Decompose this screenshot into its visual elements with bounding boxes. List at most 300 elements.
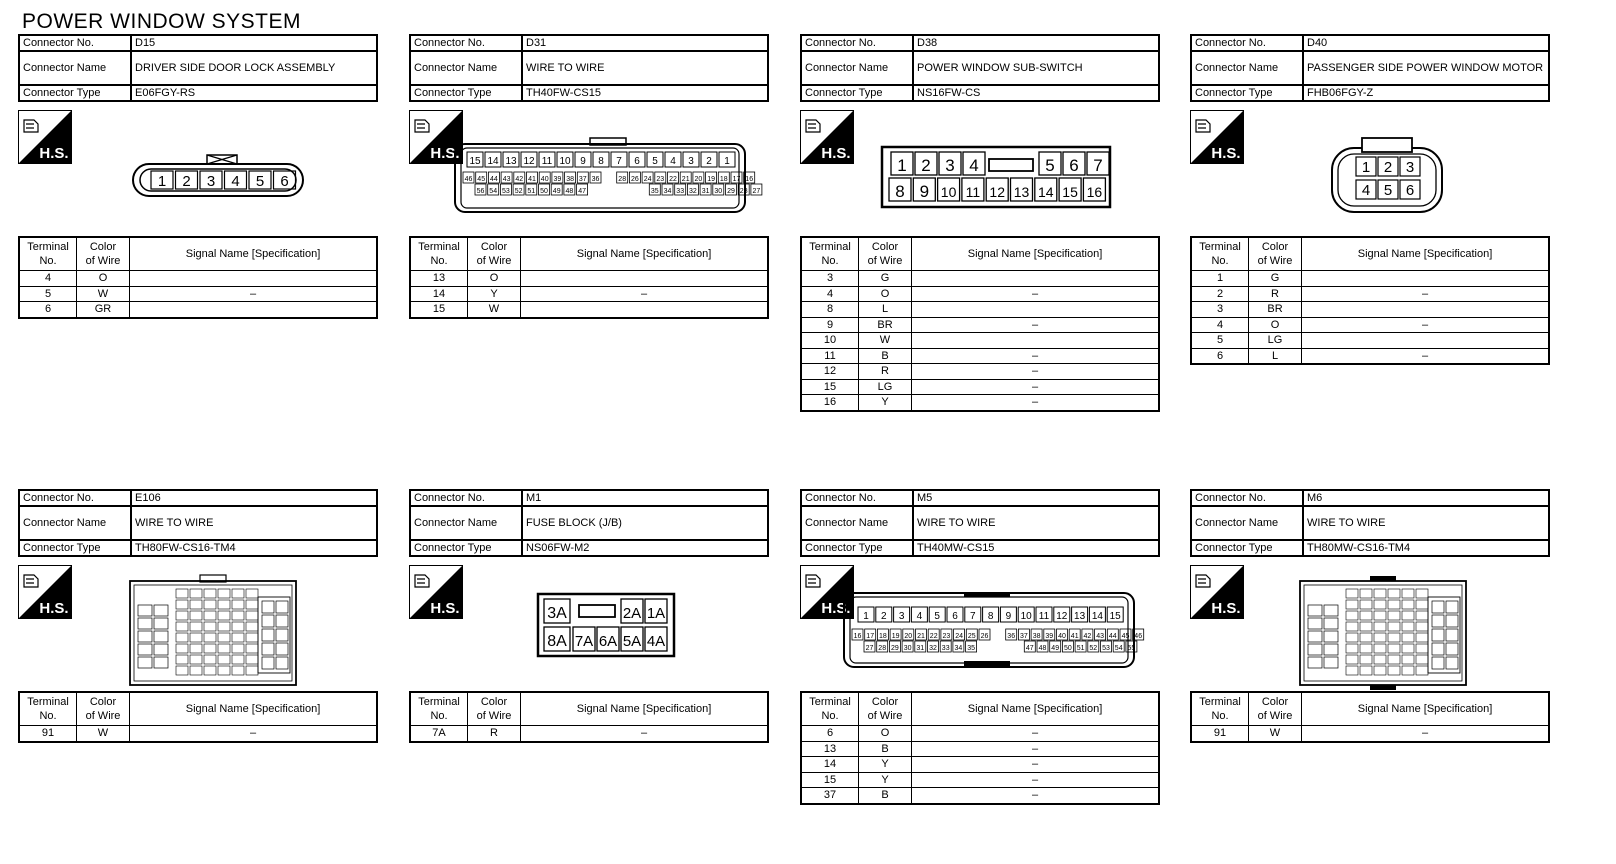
connector-face-diagram xyxy=(128,573,300,693)
hs-label: H.S. xyxy=(821,145,851,162)
table-row xyxy=(1191,286,1549,302)
hs-label: H.S. xyxy=(1211,145,1241,162)
terminal-signal-table xyxy=(800,236,1160,412)
connector-name-value: DRIVER SIDE DOOR LOCK ASSEMBLY xyxy=(131,51,377,85)
pin-number: 15 xyxy=(469,156,481,167)
pin-number: 43 xyxy=(1096,633,1104,640)
hs-label: H.S. xyxy=(821,600,851,617)
pin-number: 6 xyxy=(1405,182,1415,199)
pin-number: 20 xyxy=(904,633,913,640)
connector-no-value: M6 xyxy=(1303,490,1549,506)
connector-face-diagram xyxy=(131,152,307,202)
pin-number: 47 xyxy=(578,188,586,195)
connector-info-table xyxy=(409,34,769,102)
pin-number: 30 xyxy=(903,645,912,652)
pin-number: 42 xyxy=(1083,633,1092,640)
connector-panel-m5 xyxy=(800,489,1160,802)
terminal-signal-table xyxy=(800,691,1160,805)
wire-color-cell: Y xyxy=(859,757,912,773)
connector-no-label: Connector No. xyxy=(19,490,131,506)
signal-name-cell: – xyxy=(130,286,378,302)
connector-name-value: POWER WINDOW SUB-SWITCH xyxy=(913,51,1159,85)
connector-no-value: D15 xyxy=(131,35,377,51)
signal-name-cell xyxy=(130,271,378,287)
pin-number: 54 xyxy=(489,188,498,195)
terminal-no-cell: 5 xyxy=(19,286,77,302)
table-row xyxy=(801,364,1159,380)
pin-number: 16 xyxy=(1086,184,1103,200)
terminal-no-cell: 13 xyxy=(410,271,468,287)
signal-name-header: Signal Name [Specification] xyxy=(130,692,378,726)
pin-number: 38 xyxy=(566,176,574,183)
pin-number: 2 xyxy=(182,173,191,190)
connector-type-label: Connector Type xyxy=(801,540,913,556)
wire-color-cell: GR xyxy=(77,302,130,318)
connector-no-label: Connector No. xyxy=(1191,35,1303,51)
pin-number: 22 xyxy=(929,633,938,640)
pin-number: 11 xyxy=(965,184,981,200)
pin-number: 4 xyxy=(969,156,979,175)
connector-type-label: Connector Type xyxy=(410,85,522,101)
terminal-no-cell: 4 xyxy=(19,271,77,287)
connector-face-diagram xyxy=(881,146,1113,210)
signal-name-cell: – xyxy=(1302,726,1550,742)
color-of-wire-header: Color of Wire xyxy=(859,237,912,271)
wire-color-cell: O xyxy=(859,286,912,302)
pin-number: 8 xyxy=(598,156,604,167)
signal-name-cell xyxy=(912,333,1160,349)
terminal-no-cell: 37 xyxy=(801,788,859,804)
wire-color-cell: Y xyxy=(859,772,912,788)
pin-number: 28 xyxy=(618,176,627,183)
wire-color-cell: B xyxy=(859,741,912,757)
connector-type-value: E06FGY-RS xyxy=(131,85,377,101)
terminal-no-header: Terminal No. xyxy=(1191,692,1249,726)
page-title: POWER WINDOW SYSTEM xyxy=(22,10,301,33)
pin-number: 10 xyxy=(940,184,957,200)
connector-name-label: Connector Name xyxy=(1191,51,1303,85)
signal-name-header: Signal Name [Specification] xyxy=(912,692,1160,726)
pin-number: 6 xyxy=(634,156,640,167)
table-row xyxy=(801,395,1159,411)
connector-face-diagram xyxy=(1330,136,1446,216)
pin-number: 2A xyxy=(622,605,642,622)
table-row xyxy=(801,286,1159,302)
hs-harness-side-icon xyxy=(1190,110,1244,164)
signal-name-cell xyxy=(521,302,769,318)
pin-number: 55 xyxy=(1127,645,1136,652)
signal-name-cell: – xyxy=(912,379,1160,395)
connector-no-label: Connector No. xyxy=(801,490,913,506)
table-row xyxy=(1191,726,1549,742)
hs-label: H.S. xyxy=(430,145,460,162)
connector-name-value: FUSE BLOCK (J/B) xyxy=(522,506,768,540)
connector-no-label: Connector No. xyxy=(19,35,131,51)
pin-number: 3A xyxy=(547,605,567,622)
pin-number: 49 xyxy=(1051,645,1060,652)
connector-panel-d38 xyxy=(800,34,1160,409)
pin-number: 11 xyxy=(1038,611,1050,622)
pin-number: 1 xyxy=(897,156,907,175)
connector-name-value: WIRE TO WIRE xyxy=(1303,506,1549,540)
terminal-no-header: Terminal No. xyxy=(410,237,468,271)
pin-number: 34 xyxy=(663,188,672,195)
connector-no-value: M1 xyxy=(522,490,768,506)
hs-harness-side-icon xyxy=(18,110,72,164)
pin-number: 19 xyxy=(707,176,715,183)
pin-number: 26 xyxy=(980,633,989,640)
terminal-no-cell: 5 xyxy=(1191,333,1249,349)
hs-harness-side-icon xyxy=(409,565,463,619)
pin-number: 51 xyxy=(527,188,536,195)
pin-number: 20 xyxy=(694,176,703,183)
wire-color-cell: LG xyxy=(1249,333,1302,349)
terminal-no-cell: 6 xyxy=(19,302,77,318)
pin-number: 53 xyxy=(1102,645,1110,652)
pin-number: 13 xyxy=(1074,611,1086,622)
color-of-wire-header: Color of Wire xyxy=(77,692,130,726)
terminal-no-cell: 13 xyxy=(801,741,859,757)
pin-number: 7 xyxy=(970,611,976,622)
pin-number: 49 xyxy=(552,188,561,195)
signal-name-header: Signal Name [Specification] xyxy=(130,237,378,271)
pin-number: 26 xyxy=(631,176,639,183)
signal-name-header: Signal Name [Specification] xyxy=(912,237,1160,271)
pin-number: 50 xyxy=(540,188,548,195)
signal-name-cell: – xyxy=(912,772,1160,788)
pin-number: 21 xyxy=(681,176,690,183)
pin-number: 45 xyxy=(1121,633,1130,640)
pin-number: 22 xyxy=(669,176,677,183)
connector-name-value: WIRE TO WIRE xyxy=(131,506,377,540)
pin-number: 44 xyxy=(1108,633,1117,640)
pin-number: 2 xyxy=(921,156,931,175)
table-row xyxy=(801,271,1159,287)
terminal-no-cell: 15 xyxy=(410,302,468,318)
pin-number: 41 xyxy=(1070,633,1079,640)
terminal-no-cell: 1 xyxy=(1191,271,1249,287)
terminal-no-cell: 4 xyxy=(1191,317,1249,333)
pin-number: 12 xyxy=(989,184,1005,200)
pin-number: 18 xyxy=(879,633,887,640)
connector-type-value: NS16FW-CS xyxy=(913,85,1159,101)
pin-number: 23 xyxy=(656,176,665,183)
pin-number: 14 xyxy=(1038,184,1054,200)
connector-no-label: Connector No. xyxy=(801,35,913,51)
wire-color-cell: O xyxy=(859,726,912,742)
pin-number: 38 xyxy=(1032,633,1041,640)
pin-number: 33 xyxy=(676,188,685,195)
signal-name-header: Signal Name [Specification] xyxy=(1302,237,1550,271)
connector-type-label: Connector Type xyxy=(1191,540,1303,556)
table-row xyxy=(801,757,1159,773)
connector-info-table xyxy=(1190,34,1550,102)
table-row xyxy=(19,302,377,318)
terminal-no-header: Terminal No. xyxy=(19,237,77,271)
wire-color-cell: LG xyxy=(859,379,912,395)
pin-number: 6A xyxy=(598,633,618,650)
pin-number: 4 xyxy=(670,156,676,167)
pin-number: 50 xyxy=(1064,645,1072,652)
hs-harness-side-icon xyxy=(800,110,854,164)
pin-number: 16 xyxy=(745,176,754,183)
table-row xyxy=(1191,333,1549,349)
pin-number: 9 xyxy=(1005,611,1012,622)
color-of-wire-header: Color of Wire xyxy=(1249,237,1302,271)
pin-number: 27 xyxy=(865,645,874,652)
hs-label: H.S. xyxy=(39,600,69,617)
pin-number: 3 xyxy=(898,611,905,622)
table-row xyxy=(801,726,1159,742)
signal-name-cell xyxy=(1302,302,1550,318)
pin-number: 14 xyxy=(487,156,499,167)
pin-number: 4 xyxy=(1361,182,1371,199)
terminal-no-cell: 4 xyxy=(801,286,859,302)
pin-number: 36 xyxy=(1007,633,1016,640)
terminal-signal-table xyxy=(1190,236,1550,365)
wire-color-cell: O xyxy=(77,271,130,287)
pin-number: 35 xyxy=(650,188,659,195)
connector-info-table xyxy=(18,489,378,557)
table-row xyxy=(801,788,1159,804)
pin-number: 5 xyxy=(652,156,658,167)
pin-number: 39 xyxy=(1045,633,1054,640)
pin-number: 33 xyxy=(941,645,950,652)
connector-panel-e106 xyxy=(18,489,378,740)
table-row xyxy=(410,271,768,287)
terminal-no-cell: 14 xyxy=(410,286,468,302)
pin-number: 7A xyxy=(574,633,594,650)
connector-no-value: M5 xyxy=(913,490,1159,506)
table-row xyxy=(1191,317,1549,333)
signal-name-cell: – xyxy=(1302,286,1550,302)
terminal-no-cell: 8 xyxy=(801,302,859,318)
connector-type-label: Connector Type xyxy=(1191,85,1303,101)
pin-number: 15 xyxy=(1109,611,1121,622)
wire-color-cell: O xyxy=(1249,317,1302,333)
pin-number: 1 xyxy=(863,611,869,622)
pin-number: 28 xyxy=(878,645,887,652)
pin-number: 19 xyxy=(891,633,900,640)
table-row xyxy=(19,726,377,742)
pin-number: 6 xyxy=(1069,156,1079,175)
connector-type-label: Connector Type xyxy=(19,540,131,556)
pin-number: 24 xyxy=(955,633,963,640)
pin-number: 4A xyxy=(646,633,666,650)
connector-type-value: TH40FW-CS15 xyxy=(522,85,768,101)
color-of-wire-header: Color of Wire xyxy=(468,692,521,726)
pin-number: 3 xyxy=(688,156,694,167)
terminal-no-cell: 91 xyxy=(1191,726,1249,742)
wire-color-cell: G xyxy=(859,271,912,287)
pin-number: 5 xyxy=(934,611,940,622)
connector-face-diagram xyxy=(842,589,1143,671)
pin-number: 2 xyxy=(706,156,712,167)
terminal-signal-table xyxy=(18,691,378,743)
signal-name-header: Signal Name [Specification] xyxy=(521,692,769,726)
pin-number: 16 xyxy=(853,633,862,640)
pin-number: 15 xyxy=(1062,184,1078,200)
color-of-wire-header: Color of Wire xyxy=(859,692,912,726)
pin-number: 32 xyxy=(929,645,937,652)
table-row xyxy=(801,379,1159,395)
terminal-no-header: Terminal No. xyxy=(19,692,77,726)
pin-number: 28 xyxy=(739,188,748,195)
table-row xyxy=(801,333,1159,349)
connector-name-label: Connector Name xyxy=(19,506,131,540)
connector-info-table xyxy=(800,489,1160,557)
signal-name-cell: – xyxy=(912,348,1160,364)
connector-type-value: FHB06FGY-Z xyxy=(1303,85,1549,101)
table-row xyxy=(1191,302,1549,318)
wire-color-cell: Y xyxy=(859,395,912,411)
connector-info-table xyxy=(1190,489,1550,557)
table-row xyxy=(1191,271,1549,287)
wire-color-cell: B xyxy=(859,348,912,364)
connector-name-label: Connector Name xyxy=(801,506,913,540)
connector-panel-d40 xyxy=(1190,34,1550,362)
pin-number: 34 xyxy=(954,645,963,652)
signal-name-cell: – xyxy=(912,741,1160,757)
connector-no-value: D40 xyxy=(1303,35,1549,51)
terminal-signal-table xyxy=(18,236,378,319)
connector-no-value: E106 xyxy=(131,490,377,506)
table-row xyxy=(410,726,768,742)
pin-number: 17 xyxy=(732,176,741,183)
signal-name-cell xyxy=(130,302,378,318)
table-row xyxy=(801,302,1159,318)
connector-name-label: Connector Name xyxy=(801,51,913,85)
connector-info-table xyxy=(800,34,1160,102)
pin-number: 46 xyxy=(1134,633,1143,640)
hs-label: H.S. xyxy=(39,145,69,162)
pin-number: 1A xyxy=(646,605,666,622)
signal-name-cell: – xyxy=(912,757,1160,773)
pin-number: 25 xyxy=(967,633,976,640)
pin-number: 52 xyxy=(514,188,523,195)
table-row xyxy=(1191,348,1549,364)
wire-color-cell: B xyxy=(859,788,912,804)
wire-color-cell: L xyxy=(859,302,912,318)
connector-info-table xyxy=(18,34,378,102)
pin-number: 2 xyxy=(1383,159,1393,176)
connector-name-label: Connector Name xyxy=(410,506,522,540)
connector-name-label: Connector Name xyxy=(410,51,522,85)
pin-number: 12 xyxy=(523,156,535,167)
connector-face-diagram xyxy=(537,593,677,659)
pin-number: 8 xyxy=(987,611,994,622)
pin-number: 6 xyxy=(952,611,958,622)
wire-color-cell: BR xyxy=(1249,302,1302,318)
connector-name-value: PASSENGER SIDE POWER WINDOW MOTOR xyxy=(1303,51,1549,85)
connector-panel-m1 xyxy=(409,489,769,740)
pin-number: 7 xyxy=(616,156,622,167)
pin-number: 24 xyxy=(643,176,652,183)
pin-number: 29 xyxy=(727,188,735,195)
hs-harness-side-icon xyxy=(1190,565,1244,619)
pin-number: 13 xyxy=(1013,184,1030,200)
terminal-no-cell: 16 xyxy=(801,395,859,411)
hs-label: H.S. xyxy=(430,600,460,617)
connector-panel-m6 xyxy=(1190,489,1550,740)
terminal-no-cell: 11 xyxy=(801,348,859,364)
pin-number: 37 xyxy=(1020,633,1028,640)
terminal-no-cell: 14 xyxy=(801,757,859,773)
connector-no-label: Connector No. xyxy=(410,35,522,51)
pin-number: 46 xyxy=(464,176,473,183)
terminal-no-cell: 3 xyxy=(801,271,859,287)
pin-number: 9 xyxy=(580,156,586,167)
connector-panel-d31 xyxy=(409,34,769,316)
pin-number: 35 xyxy=(967,645,975,652)
pin-number: 4 xyxy=(916,611,923,622)
connector-type-label: Connector Type xyxy=(19,85,131,101)
wire-color-cell: R xyxy=(468,726,521,742)
table-row xyxy=(801,348,1159,364)
hs-label: H.S. xyxy=(1211,600,1241,617)
terminal-no-header: Terminal No. xyxy=(801,237,859,271)
pin-number: 40 xyxy=(540,176,549,183)
connector-type-label: Connector Type xyxy=(801,85,913,101)
pin-number: 13 xyxy=(505,156,517,167)
table-row xyxy=(19,271,377,287)
wire-color-cell: W xyxy=(468,302,521,318)
terminal-no-cell: 9 xyxy=(801,317,859,333)
table-row xyxy=(801,741,1159,757)
table-row xyxy=(801,317,1159,333)
pin-number: 17 xyxy=(866,633,875,640)
pin-number: 1 xyxy=(1361,159,1371,176)
pin-number: 23 xyxy=(942,633,951,640)
connector-type-value: TH40MW-CS15 xyxy=(913,540,1159,556)
signal-name-cell: – xyxy=(1302,317,1550,333)
terminal-no-cell: 15 xyxy=(801,379,859,395)
pin-number: 5 xyxy=(1383,182,1393,199)
connector-no-value: D31 xyxy=(522,35,768,51)
pin-number: 12 xyxy=(1056,611,1068,622)
signal-name-cell: – xyxy=(912,726,1160,742)
pin-number: 11 xyxy=(541,156,553,167)
wire-color-cell: R xyxy=(1249,286,1302,302)
wire-color-cell: L xyxy=(1249,348,1302,364)
pin-number: 6 xyxy=(280,173,289,190)
table-row xyxy=(801,772,1159,788)
pin-number: 48 xyxy=(1038,645,1047,652)
signal-name-cell: – xyxy=(912,286,1160,302)
pin-number: 3 xyxy=(945,156,955,175)
terminal-no-cell: 6 xyxy=(1191,348,1249,364)
terminal-signal-table xyxy=(1190,691,1550,743)
terminal-no-cell: 15 xyxy=(801,772,859,788)
pin-number: 5 xyxy=(1045,156,1055,175)
signal-name-cell xyxy=(912,302,1160,318)
pin-number: 39 xyxy=(553,176,562,183)
pin-number: 53 xyxy=(502,188,510,195)
pin-number: 1 xyxy=(157,173,167,190)
hs-harness-side-icon xyxy=(18,565,72,619)
connector-panel-d15 xyxy=(18,34,378,316)
signal-name-cell xyxy=(912,271,1160,287)
signal-name-cell: – xyxy=(1302,348,1550,364)
terminal-no-cell: 91 xyxy=(19,726,77,742)
pin-number: 36 xyxy=(591,176,600,183)
pin-number: 32 xyxy=(689,188,697,195)
signal-name-cell: – xyxy=(912,395,1160,411)
connector-type-value: NS06FW-M2 xyxy=(522,540,768,556)
pin-number: 48 xyxy=(565,188,574,195)
terminal-no-cell: 7A xyxy=(410,726,468,742)
pin-number: 14 xyxy=(1091,611,1103,622)
